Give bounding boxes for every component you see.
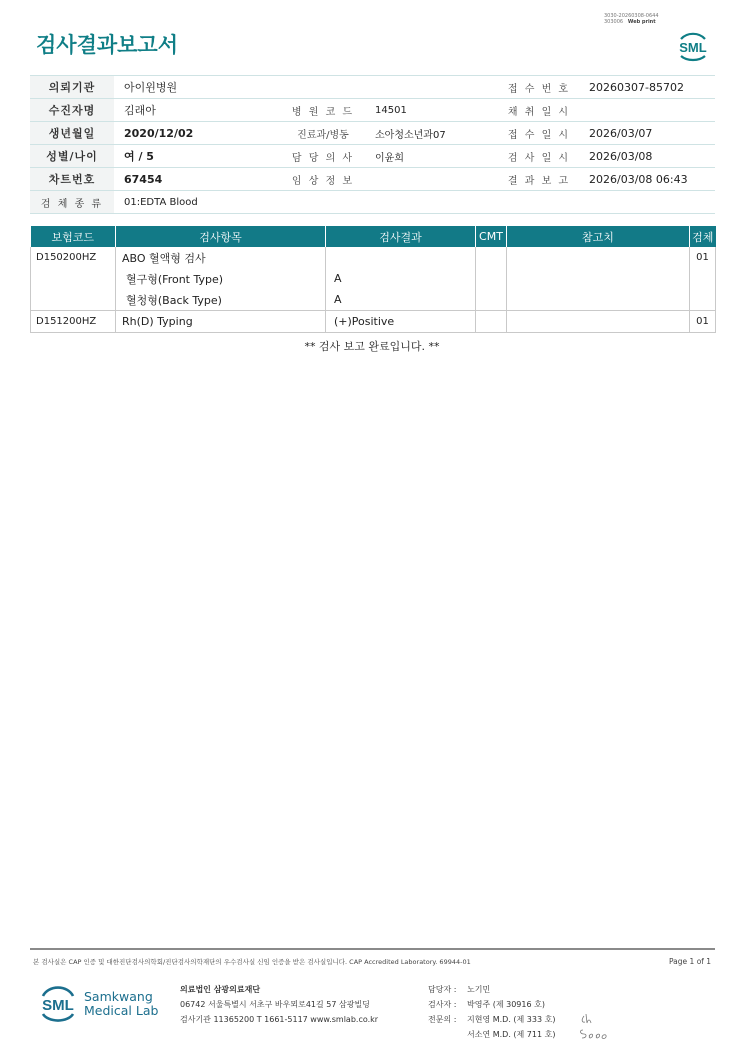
cmt-cell — [476, 247, 507, 268]
table-row — [31, 247, 716, 268]
document-reference-line1: 3030-20260308-0644 — [604, 13, 659, 19]
organization-info — [180, 982, 378, 1027]
test-item-cell: 혈구형(Front Type) — [116, 268, 326, 289]
manager-label: 담당자 : — [428, 985, 457, 994]
sml-logo-text: SML — [679, 40, 707, 55]
table-row — [31, 289, 716, 311]
col-header-reference: 참고치 — [507, 226, 690, 247]
web-print-label: Web print — [627, 19, 656, 25]
tester-label: 검사자 : — [428, 1000, 457, 1009]
receipt-no-value: 20260307-85702 — [579, 76, 715, 99]
specimen-type-label: 검 체 종 류 — [30, 191, 114, 214]
specimen-type-value: 01:EDTA Blood — [114, 191, 715, 214]
col-header-test-item: 검사항목 — [116, 226, 326, 247]
test-date-value: 2026/03/08 — [579, 145, 715, 168]
sex-age-value: 여 / 5 — [114, 145, 281, 168]
reference-cell — [507, 247, 690, 268]
cmt-cell — [476, 268, 507, 289]
insurance-code-cell: D151200HZ — [31, 311, 116, 333]
specimen-cell — [690, 289, 716, 311]
hospital-code-value: 14501 — [365, 99, 499, 122]
organization-contact: 검사기관 11365200 T 1661-5117 www.smlab.co.kr — [180, 1015, 379, 1024]
info-row — [30, 76, 715, 99]
collect-date-label: 채 취 일 시 — [499, 99, 579, 122]
samkwang-logo — [36, 982, 80, 1026]
specimen-cell: 01 — [690, 247, 716, 268]
info-row — [30, 122, 715, 145]
chart-no-value: 67454 — [114, 168, 281, 191]
clinical-info-label: 임 상 정 보 — [281, 168, 365, 191]
dept-value: 소아청소년과07 — [365, 122, 499, 145]
table-row — [31, 268, 716, 289]
manager-name: 노기민 — [467, 985, 491, 994]
report-date-value: 2026/03/08 06:43 — [579, 168, 715, 191]
brand-line2: Medical Lab — [84, 1003, 159, 1018]
col-header-specimen: 검체 — [690, 226, 716, 247]
result-cell: (+)Positive — [326, 311, 476, 333]
patient-name-label: 수진자명 — [30, 99, 114, 122]
page-title: 검사결과보고서 — [36, 33, 179, 57]
dept-label: 진료과/병동 — [281, 122, 365, 145]
result-cell: A — [326, 268, 476, 289]
patient-name-value: 김래아 — [114, 99, 281, 122]
results-header-row — [31, 226, 716, 247]
hospital-value: 아이윈병원 — [114, 76, 499, 99]
dob-label: 생년월일 — [30, 122, 114, 145]
receipt-date-label: 접 수 일 시 — [499, 122, 579, 145]
info-row — [30, 168, 715, 191]
result-cell: A — [326, 289, 476, 311]
insurance-code-cell — [31, 289, 116, 311]
document-reference — [604, 13, 659, 25]
col-header-cmt: CMT — [476, 226, 507, 247]
hospital-code-label: 병 원 코 드 — [281, 99, 365, 122]
organization-address: 06742 서울특별시 서초구 바우뫼로41길 57 삼광빌딩 — [180, 1000, 370, 1009]
collect-date-value — [579, 99, 715, 122]
specialist-1-name: 지현영 M.D. (제 333 호) — [467, 1015, 556, 1024]
doctor-label: 담 당 의 사 — [281, 145, 365, 168]
test-item-cell: ABO 혈액형 검사 — [116, 247, 326, 268]
cmt-cell — [476, 311, 507, 333]
receipt-date-value: 2026/03/07 — [579, 122, 715, 145]
table-row — [31, 311, 716, 333]
report-date-label: 결 과 보 고 — [499, 168, 579, 191]
accreditation-note: 본 검사실은 CAP 인증 및 대한진단검사의학회/진단검사의학재단의 우수검사실 신임 인증을 받은 검사실입니다. CAP Accredited Laboratory. 69944-01 — [33, 958, 471, 966]
reference-cell — [507, 289, 690, 311]
specimen-cell: 01 — [690, 311, 716, 333]
staff-info — [428, 982, 555, 1042]
clinical-info-value — [365, 168, 499, 191]
page-number: Page 1 of 1 — [669, 957, 712, 966]
insurance-code-cell: D150200HZ — [31, 247, 116, 268]
col-header-insurance-code: 보험코드 — [31, 226, 116, 247]
specialist-label: 전문의 : — [428, 1015, 457, 1024]
patient-info-table — [30, 75, 715, 214]
brand-line1: Samkwang — [84, 989, 153, 1004]
brand-name — [84, 990, 158, 1018]
chart-no-label: 차트번호 — [30, 168, 114, 191]
organization-name: 의료법인 삼광의료재단 — [180, 985, 261, 994]
test-item-cell: 혈청형(Back Type) — [116, 289, 326, 311]
sml-logo — [673, 26, 713, 66]
results-table — [30, 226, 716, 333]
samkwang-logo-text: SML — [42, 997, 74, 1014]
specimen-cell — [690, 268, 716, 289]
info-row — [30, 145, 715, 168]
reference-cell — [507, 268, 690, 289]
test-item-cell: Rh(D) Typing — [116, 311, 326, 333]
col-header-result: 검사결과 — [326, 226, 476, 247]
document-reference-line2: 303006 — [604, 19, 624, 25]
reference-cell — [507, 311, 690, 333]
specialist-2-name: 서소연 M.D. (제 711 호) — [467, 1030, 556, 1039]
sex-age-label: 성별/나이 — [30, 145, 114, 168]
hospital-label: 의뢰기관 — [30, 76, 114, 99]
doctor-value: 이윤희 — [365, 145, 499, 168]
insurance-code-cell — [31, 268, 116, 289]
info-row — [30, 99, 715, 122]
report-completion-note: ** 검사 보고 완료입니다. ** — [304, 340, 440, 353]
cmt-cell — [476, 289, 507, 311]
result-cell — [326, 247, 476, 268]
tester-name: 박영주 (제 30916 호) — [467, 1000, 545, 1009]
footer-divider — [30, 948, 715, 950]
info-row — [30, 191, 715, 214]
dob-value: 2020/12/02 — [114, 122, 281, 145]
handwritten-signatures — [576, 1010, 610, 1042]
test-date-label: 검 사 일 시 — [499, 145, 579, 168]
receipt-no-label: 접 수 번 호 — [499, 76, 579, 99]
